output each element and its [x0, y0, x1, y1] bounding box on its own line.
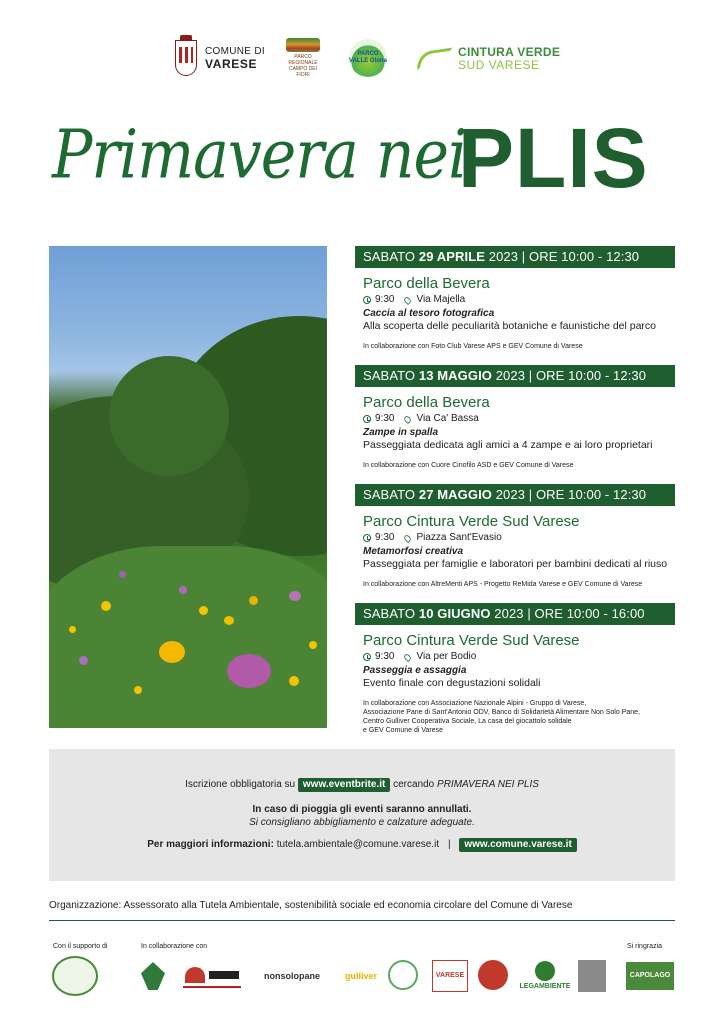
event-day: SABATO [363, 249, 416, 264]
event-activity: Zampe in spalla [363, 427, 439, 438]
event-item [355, 603, 675, 735]
legambiente-icon [535, 961, 555, 981]
event-year: 2023 [488, 249, 519, 264]
gulliver-logo: gulliver [344, 971, 377, 981]
event-date: 27 MAGGIO [418, 487, 492, 502]
event-item [355, 365, 675, 470]
event-place: Piazza Sant'Evasio [416, 532, 502, 543]
event-hours: ORE 10:00 - 12:30 [529, 249, 640, 264]
comune-label: COMUNE DI [205, 46, 265, 57]
cintura-label-2: SUD VARESE [458, 58, 540, 72]
flower-icon [199, 606, 208, 615]
event-activity: Caccia al tesoro fotografica [363, 308, 495, 319]
comune-website-link[interactable]: www.comune.varese.it [459, 838, 576, 852]
event-hours: ORE 10:00 - 12:30 [535, 368, 647, 383]
comune-varese-logo [175, 40, 265, 76]
registration-search-term: PRIMAVERA NEI PLIS [437, 779, 539, 790]
parco-valle-label: PARCO VALLE Olona [349, 39, 387, 77]
event-separator: | [521, 249, 526, 264]
location-pin-icon [403, 295, 412, 304]
event-place: Via per Bodio [416, 651, 477, 662]
plis-logo [286, 38, 320, 78]
meadow-shape [49, 546, 327, 728]
event-date: 29 APRILE [418, 249, 486, 264]
flower-icon [79, 656, 88, 665]
registration-after: cercando [393, 779, 435, 790]
flower-icon [224, 616, 234, 625]
location-pin-icon [403, 414, 412, 423]
event-date-bar [355, 603, 675, 625]
event-day: SABATO [363, 606, 416, 621]
event-collab-line: Centro Gulliver Cooperativa Sociale, La casa del giocattolo solidale [363, 718, 572, 725]
flower-icon [309, 641, 317, 649]
support-label: Con il supporto di [53, 943, 108, 950]
support-logo-icon [52, 956, 98, 996]
event-date-bar [355, 365, 675, 387]
event-meta [363, 651, 675, 663]
event-year: 2023 [495, 368, 526, 383]
event-time: 9:30 [375, 651, 395, 662]
more-info-label: Per maggiori informazioni: [147, 839, 274, 850]
registration-line [49, 778, 675, 792]
event-collab: In collaborazione con Foto Club Varese APS e GEV Comune di Varese [363, 343, 583, 350]
foto-club-varese-logo: VARESE [432, 960, 468, 992]
event-place: Via Majella [416, 294, 466, 305]
cintura-label-1: CINTURA VERDE [458, 45, 561, 59]
clock-icon [363, 534, 371, 542]
pane-sant-antonio-logo-icon [183, 964, 241, 988]
event-description: Passeggiata per famiglie e laboratori per bambini dedicati al riuso [363, 558, 668, 570]
event-collab [363, 699, 675, 735]
museum-logo-icon [578, 960, 606, 992]
meadow-photo [49, 246, 327, 728]
cintura-verde-logo [416, 46, 560, 72]
flower-icon [119, 571, 126, 578]
divider [49, 920, 675, 921]
contact-email[interactable]: tutela.ambientale@comune.varese.it [276, 839, 440, 850]
event-description: Alla scoperta delle peculiarità botaniche e faunistiche del parco [363, 320, 657, 332]
clock-icon [363, 415, 371, 423]
flower-icon [134, 686, 142, 694]
flower-icon [227, 654, 271, 688]
plis-logo-caption: PARCO REGIONALE CAMPO DEI FIORI [288, 54, 318, 78]
event-time: 9:30 [375, 532, 395, 543]
event-item [355, 484, 675, 589]
page-title [48, 110, 678, 220]
event-hours: ORE 10:00 - 16:00 [534, 606, 645, 621]
event-meta [363, 532, 675, 544]
organization-credit: Organizzazione: Assessorato alla Tutela Ambientale, sostenibilità sociale ed economia circolare del Comune di Varese [49, 900, 573, 911]
event-date: 13 MAGGIO [418, 368, 492, 383]
event-park: Parco della Bevera [363, 275, 490, 292]
event-separator: | [528, 487, 533, 502]
clock-icon [363, 296, 371, 304]
top-logos [0, 38, 717, 82]
flower-icon [249, 596, 258, 605]
event-separator: | [528, 368, 533, 383]
flower-icon [289, 676, 299, 686]
capolago-logo: CAPOLAGO [626, 962, 674, 990]
more-info-line [49, 838, 675, 852]
event-activity: Metamorfosi creativa [363, 546, 464, 557]
event-activity: Passeggia e assaggia [363, 665, 467, 676]
cintura-swoosh-icon [415, 47, 455, 70]
event-day: SABATO [363, 368, 416, 383]
event-collab-line: In collaborazione con Associazione Nazionale Alpini - Gruppo di Varese, [363, 700, 587, 707]
thanks-label: Si ringrazia [627, 943, 663, 950]
event-year: 2023 [495, 487, 526, 502]
eventbrite-link[interactable]: www.eventbrite.it [298, 778, 390, 792]
event-place: Via Ca' Bassa [416, 413, 479, 424]
event-park: Parco della Bevera [363, 394, 490, 411]
tree-shape [109, 356, 229, 476]
event-date: 10 GIUGNO [418, 606, 491, 621]
event-meta [363, 413, 675, 425]
varese-crest-icon [175, 40, 197, 76]
event-date-bar [355, 484, 675, 506]
legambiente-logo [518, 960, 572, 992]
event-park: Parco Cintura Verde Sud Varese [363, 513, 580, 530]
flower-icon [101, 601, 111, 611]
event-collab: In collaborazione con Cuore Cinofilo ASD e GEV Comune di Varese [363, 462, 574, 469]
alpini-logo-icon [140, 960, 166, 992]
casa-giocattolo-logo-icon [478, 960, 508, 990]
event-meta [363, 294, 675, 306]
event-separator: | [527, 606, 531, 621]
clothing-advice: Si consigliano abbigliamento e calzature adeguate. [249, 817, 475, 828]
title-plis: PLIS [458, 111, 649, 205]
info-box [49, 749, 675, 881]
rain-notice: In caso di pioggia gli eventi saranno annullati. [252, 804, 472, 815]
flower-icon [69, 626, 76, 633]
event-time: 9:30 [375, 294, 395, 305]
plis-logo-image-icon [286, 38, 320, 52]
flower-icon [179, 586, 187, 594]
flower-icon [159, 641, 185, 663]
title-script: Primavera nei [52, 116, 467, 195]
event-collab-line: e GEV Comune di Varese [363, 727, 444, 734]
clock-icon [363, 653, 371, 661]
collab-label: In collaborazione con [141, 943, 208, 950]
cuore-cinofilo-logo-icon [388, 960, 418, 990]
info-separator: | [447, 839, 451, 850]
event-description: Evento finale con degustazioni solidali [363, 677, 541, 689]
event-collab-line: Associazione Pane di Sant'Antonio ODV, Banco di Solidarietà Alimentare Non Solo Pane, [363, 709, 640, 716]
parco-valle-logo [349, 38, 389, 78]
event-collab: In collaborazione con AltreMenti APS - Progetto ReMida Varese e GEV Comune di Varese [363, 581, 643, 588]
nonsolopane-logo: nonsolopane [264, 971, 320, 981]
event-date-bar [355, 246, 675, 268]
event-time: 9:30 [375, 413, 395, 424]
event-hours: ORE 10:00 - 12:30 [535, 487, 647, 502]
event-day: SABATO [363, 487, 416, 502]
legambiente-label: LEGAMBIENTE [519, 983, 571, 990]
location-pin-icon [403, 533, 412, 542]
flower-icon [289, 591, 301, 601]
event-description: Passeggiata dedicata agli amici a 4 zampe e ai loro proprietari [363, 439, 653, 451]
event-year: 2023 [494, 606, 524, 621]
event-park: Parco Cintura Verde Sud Varese [363, 632, 580, 649]
event-item [355, 246, 675, 351]
location-pin-icon [403, 652, 412, 661]
registration-label: Iscrizione obbligatoria su [185, 779, 296, 790]
varese-label: VARESE [205, 57, 258, 71]
